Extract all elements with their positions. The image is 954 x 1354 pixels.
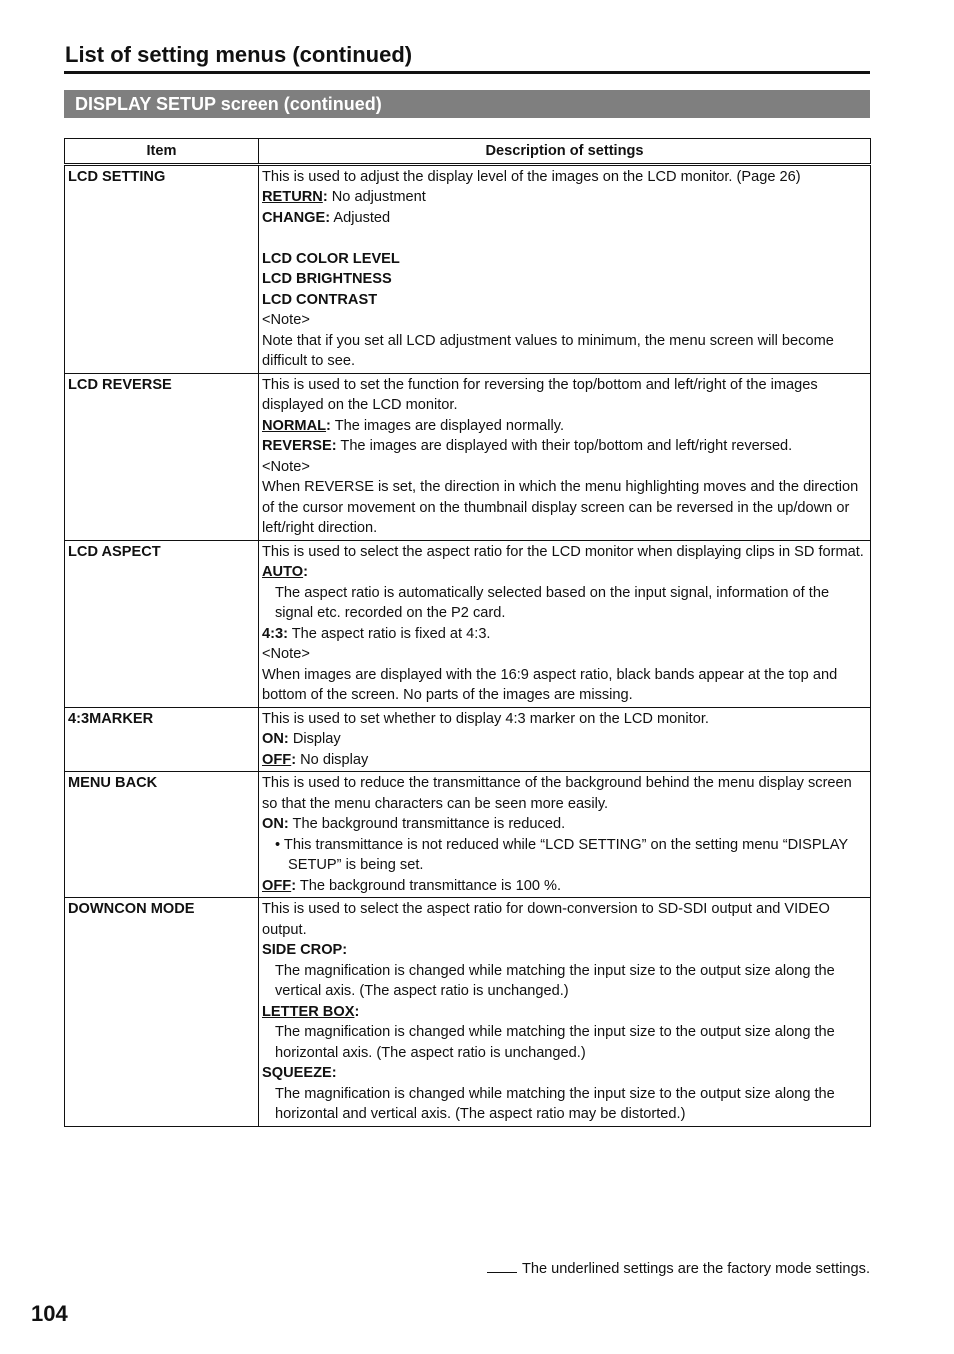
title-rule	[64, 71, 870, 74]
description-cell	[259, 772, 871, 898]
description-line: This is used to select the aspect ratio for down-conversion to SD-SDI output and VIDEO output.	[262, 901, 830, 938]
note-text: When REVERSE is set, the direction in which the menu highlighting moves and the direction of the cursor movement on the thumbnail display screen can be reversed in the up/down or left/right direction.	[262, 479, 859, 536]
description-cell	[259, 373, 871, 540]
page-title: List of setting menus (continued)	[65, 42, 413, 67]
option-default: RETURN	[262, 189, 323, 205]
option-key: 4:3:	[262, 625, 288, 642]
option-colon: :	[326, 417, 331, 434]
description-line: This is used to set the function for reversing the top/bottom and left/right of the images displayed on the LCD monitor.	[262, 376, 818, 413]
settings-table	[64, 138, 871, 1127]
table-row	[65, 373, 871, 540]
option-text: Display	[288, 731, 341, 747]
option-key: SIDE CROP:	[262, 942, 348, 958]
option-text: The background transmittance is 100 %.	[296, 877, 562, 894]
option-text: Adjusted	[330, 209, 391, 226]
bullet-note: • This transmittance is not reduced while “LCD SETTING” on the setting menu “DISPLAY SETUP” is being set.	[275, 836, 848, 873]
option-text: The images are displayed normally.	[330, 417, 564, 434]
option-colon: :	[354, 1003, 360, 1020]
option-key: ON:	[262, 816, 289, 832]
option-line	[262, 562, 867, 583]
table-header-row	[65, 139, 871, 165]
description-cell	[259, 707, 871, 772]
note-label: <Note>	[262, 312, 310, 328]
sub-item: LCD BRIGHTNESS	[262, 271, 392, 287]
option-key: SQUEEZE:	[262, 1065, 337, 1081]
option-colon: :	[291, 877, 297, 894]
option-detail: The magnification is changed while matching the input size to the output size along the horizontal and vertical axis. (The aspect ratio may be distorted.)	[275, 1085, 835, 1122]
option-key: REVERSE:	[262, 438, 337, 454]
option-text: The images are displayed with their top/bottom and left/right reversed.	[336, 438, 793, 454]
option-text: No display	[296, 751, 369, 768]
option-default: OFF	[262, 751, 292, 768]
note-label: <Note>	[262, 458, 310, 475]
table-row	[65, 772, 871, 898]
option-text: The aspect ratio is fixed at 4:3.	[287, 625, 491, 642]
description-cell	[259, 164, 871, 373]
option-default: NORMAL	[262, 417, 327, 434]
description-cell	[259, 540, 871, 707]
option-key: CHANGE:	[262, 209, 331, 226]
item-cell: 4:3MARKER	[65, 707, 259, 772]
option-detail: The magnification is changed while matching the input size to the output size along the horizontal axis. (The aspect ratio is unchanged.)	[275, 1024, 835, 1061]
option-default: LETTER BOX	[262, 1003, 355, 1020]
option-text: The background transmittance is reduced.	[288, 816, 566, 832]
spacer	[262, 228, 867, 249]
option-line	[262, 729, 867, 750]
option-key: ON:	[262, 731, 289, 747]
underline-sample	[487, 1258, 517, 1273]
note-label: <Note>	[262, 646, 310, 662]
footnote	[487, 1258, 870, 1279]
option-detail: The magnification is changed while matching the input size to the output size along the vertical axis. (The aspect ratio is unchanged.)	[275, 962, 835, 999]
section-header: DISPLAY SETUP screen (continued)	[64, 90, 870, 118]
option-line	[262, 814, 867, 835]
option-colon: :	[303, 564, 308, 580]
option-line	[262, 436, 867, 457]
option-line	[262, 876, 867, 897]
description-line: This is used to adjust the display level of the images on the LCD monitor. (Page 26)	[262, 168, 801, 185]
option-line	[262, 1002, 867, 1023]
table-row	[65, 707, 871, 772]
table-row	[65, 898, 871, 1127]
option-line	[262, 624, 867, 645]
item-cell: LCD ASPECT	[65, 540, 259, 707]
option-line	[262, 750, 867, 771]
sub-item: LCD COLOR LEVEL	[262, 250, 400, 267]
option-line	[262, 208, 867, 229]
note-text: When images are displayed with the 16:9 aspect ratio, black bands appear at the top and bottom of the screen. No parts of the images are missing.	[262, 666, 838, 703]
item-cell: LCD REVERSE	[65, 373, 259, 540]
note-text: Note that if you set all LCD adjustment values to minimum, the menu screen will become difficult to see.	[262, 332, 834, 369]
description-line: This is used to set whether to display 4:3 marker on the LCD monitor.	[262, 710, 709, 727]
option-default: OFF	[262, 877, 292, 894]
description-cell	[259, 898, 871, 1127]
footnote-text: The underlined settings are the factory mode settings.	[521, 1261, 870, 1277]
item-cell: DOWNCON MODE	[65, 898, 259, 1127]
description-line: This is used to select the aspect ratio for the LCD monitor when displaying clips in SD format.	[262, 543, 864, 560]
option-line	[262, 416, 867, 437]
column-header-description: Description of settings	[259, 139, 871, 165]
option-line	[262, 187, 867, 208]
sub-item: LCD CONTRAST	[262, 291, 378, 308]
option-colon: :	[322, 189, 328, 205]
item-cell: LCD SETTING	[65, 164, 259, 373]
item-cell: MENU BACK	[65, 772, 259, 898]
table-row	[65, 540, 871, 707]
table-row	[65, 164, 871, 373]
page-number: 104	[31, 1301, 68, 1326]
option-detail: The aspect ratio is automatically selected based on the input signal, information of the signal etc. recorded on the P2 card.	[275, 584, 830, 621]
option-colon: :	[291, 751, 297, 768]
column-header-item: Item	[65, 139, 259, 165]
description-line: This is used to reduce the transmittance of the background behind the menu display screen so that the menu characters can be seen more easily.	[262, 775, 852, 812]
option-default: AUTO	[262, 564, 304, 580]
option-text: No adjustment	[327, 189, 426, 205]
